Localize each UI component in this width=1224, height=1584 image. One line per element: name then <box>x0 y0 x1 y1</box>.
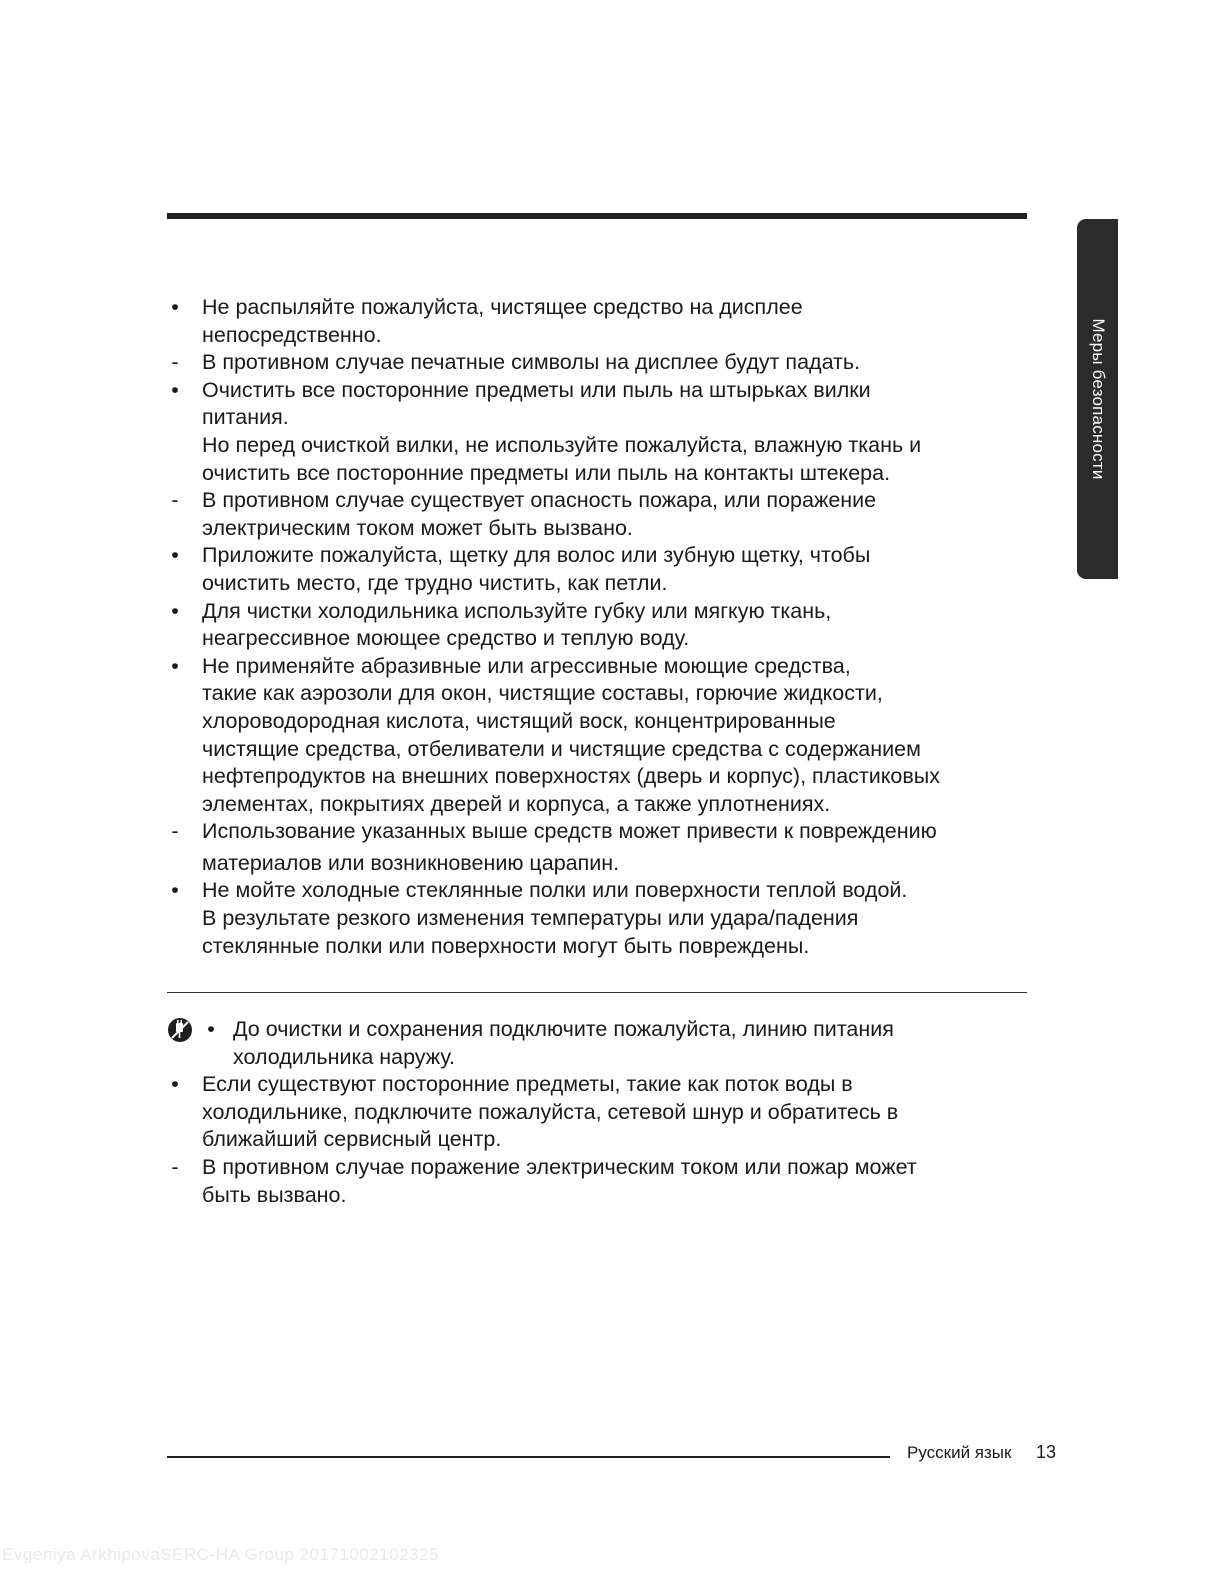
bullet-marker: • <box>171 295 179 319</box>
item-line: такие как аэрозоли для окон, чистящие составы, горючие жидкости, <box>202 681 883 706</box>
page-number: 13 <box>1036 1442 1057 1462</box>
footer-divider <box>167 1456 890 1458</box>
list-item <box>167 542 1037 597</box>
section-divider <box>167 992 1027 993</box>
bullet-marker: • <box>171 878 179 903</box>
list-item <box>167 818 1037 877</box>
bullet-marker: • <box>171 543 179 568</box>
item-line: нефтепродуктов на внешних поверхностях (дверь и корпус), пластиковых <box>202 764 941 789</box>
item-line: холодильника наружу. <box>233 1044 455 1069</box>
bullet-marker: • <box>171 653 179 678</box>
item-line: Но перед очисткой вилки, не используйте пожалуйста, влажную ткань и <box>202 432 922 457</box>
note-item <box>167 1016 1037 1071</box>
bullet-marker: • <box>171 377 179 402</box>
footer-language: Русский язык <box>907 1443 1012 1462</box>
bullet-marker: • <box>171 598 179 623</box>
item-line: В противном случае печатные символы на дисплее будут падать. <box>202 350 861 375</box>
item-line: хлороводородная кислота, чистящий воск, концентрированные <box>202 708 836 733</box>
item-line: В противном случае поражение электрическим током или пожар может <box>202 1154 917 1179</box>
item-line: электрическим током может быть вызвано. <box>202 515 633 540</box>
item-line: стеклянные полки или поверхности могут быть повреждены. <box>202 933 810 958</box>
item-line: До очистки и сохранения подключите пожалуйста, линию питания <box>233 1017 894 1041</box>
list-item <box>167 349 1037 377</box>
dash-marker: - <box>171 488 179 513</box>
watermark: Evgeniya ArkhipovaSERC-HA Group 20171002102325 <box>2 1545 439 1564</box>
item-line: В противном случае существует опасность пожара, или поражение <box>202 488 877 513</box>
item-line: Если существуют посторонние предметы, такие как поток воды в <box>202 1072 853 1097</box>
item-line: очистить все посторонние предметы или пыль на контакты штекера. <box>202 460 891 485</box>
unplug-icon <box>167 1017 193 1043</box>
item-line: холодильнике, подключите пожалуйста, сетевой шнур и обратитесь в <box>202 1099 899 1124</box>
item-line: В результате резкого изменения температуры или удара/падения <box>202 906 859 931</box>
item-line: непосредственно. <box>202 322 382 347</box>
list-item <box>167 1071 1037 1154</box>
item-line: быть вызвано. <box>202 1182 347 1207</box>
list-item <box>167 294 1037 349</box>
list-item <box>167 653 1037 819</box>
item-line: питания. <box>202 405 289 430</box>
item-line: чистящие средства, отбеливатели и чистящие средства с содержанием <box>202 736 921 761</box>
top-divider <box>167 213 1027 219</box>
dash-marker: - <box>171 819 179 844</box>
item-line: Приложите пожалуйста, щетку для волос или зубную щетку, чтобы <box>202 543 871 568</box>
item-line: Использование указанных выше средств может привести к повреждению <box>202 819 937 844</box>
item-line: Не мойте холодные стеклянные полки или поверхности теплой водой. <box>202 878 908 903</box>
dash-marker: - <box>171 1154 179 1179</box>
item-line: ближайший сервисный центр. <box>202 1127 502 1152</box>
unplug-precautions <box>167 1016 1037 1209</box>
list-item <box>167 377 1037 487</box>
item-line: элементах, покрытиях дверей и корпуса, а также уплотнениях. <box>202 791 831 816</box>
item-line: Не распыляйте пожалуйста, чистящее средство на дисплее <box>202 295 803 319</box>
item-line: неагрессивное моющее средство и теплую воду. <box>202 626 690 651</box>
item-line: Для чистки холодильника используйте губку или мягкую ткань, <box>202 598 832 623</box>
bullet-marker: • <box>207 1017 215 1041</box>
item-line: Не применяйте абразивные или агрессивные моющие средства, <box>202 653 851 678</box>
cleaning-precautions <box>167 294 1037 960</box>
list-item <box>167 598 1037 653</box>
item-line: материалов или возникновению царапин. <box>202 850 620 875</box>
item-line: очистить место, где трудно чистить, как петли. <box>202 570 668 595</box>
section-tab <box>1077 219 1118 579</box>
bullet-marker: • <box>171 1072 179 1097</box>
list-item <box>167 1154 1037 1209</box>
section-tab-label: Меры безопасности <box>1088 318 1108 480</box>
list-item <box>167 487 1037 542</box>
item-line: Очистить все посторонние предметы или пыль на штырьках вилки <box>202 377 871 402</box>
list-item <box>167 877 1037 960</box>
dash-marker: - <box>171 350 179 375</box>
